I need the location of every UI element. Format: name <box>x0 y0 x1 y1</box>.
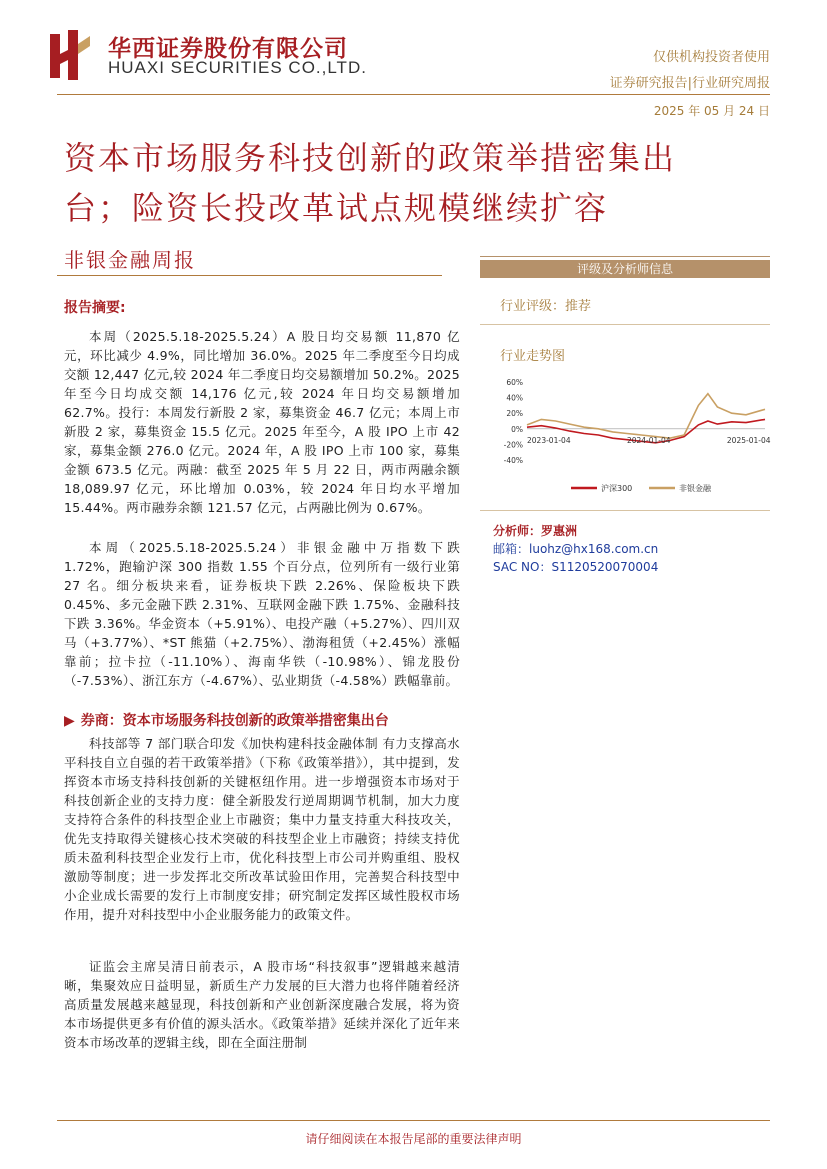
abstract-paragraph-performance: 本周（2025.5.18-2025.5.24）非银金融中万指数下跌 1.72%，跑输沪深 300 指数 1.55 个百分点，位列所有一级行业第 27 名。细分板块来看，证券板块下跌 2.26%、保险板块下跌 0.45%、多元金融下跌 2.31%、互联网金融下跌 1.75%、金融科技下跌 3.36%。华金资本（+5.91%）、电投产融（+5.27%）、四川双马（+3.77%）、*ST 熊猫（+2.75%）、渤海租赁（+2.45%）涨幅靠前；拉卡拉（-11.10%）、海南华铁（-10.98%）、锦龙股份（-7.53%）、浙江东方（-4.67%）、弘业期货（-4.58%）跌幅靠前。 <box>64 540 460 688</box>
section-title: 非银金融周报 <box>64 248 196 272</box>
info-top-line <box>480 256 770 257</box>
y-tick-label: 0% <box>511 424 523 434</box>
analyst-name: 分析师：罗惠洲 <box>493 524 578 538</box>
header-divider <box>57 94 770 95</box>
footer-divider <box>57 1120 770 1121</box>
triangle-bullet-icon: ▶ <box>64 713 75 729</box>
abstract-label: 报告摘要: <box>64 300 126 316</box>
y-tick-label: -20% <box>503 440 523 450</box>
company-name-cn: 华西证券股份有限公司 <box>108 35 348 62</box>
y-tick-label: 40% <box>506 393 523 403</box>
analyst-email[interactable]: 邮箱：luohz@hx168.com.cn <box>493 542 659 556</box>
rating-divider <box>480 324 770 325</box>
abstract-paragraph-market: 本周（2025.5.18-2025.5.24）A 股日均交易额 11,870 亿元，环比减少 4.9%，同比增加 36.0%。2025 年二季度至今日均成交额 12,447 亿元,较 2024 年二季度日均交易额增加 50.2%。2025 年至今日均成交额 14,176 亿元,较 2024 年日均交易额增加 62.7%。投行：本周发行新股 2 家，募集资金 46.7 亿元；本周上市新股 2 家，募集资金 15.5 亿元。2025 年至今，A 股 IPO 上市 42 家，募集金额 276.0 亿元。2024 年，A 股 IPO 上市 100 家，募集金额 673.5 亿元。两融：截至 2025 年 5 月 22 日，两市两融余额 18,089.97 亿元，环比增加 0.03%，较 2024 年日均水平增加 15.44%。两市融券余额 121.57 亿元，占两融比例为 0.67%。 <box>64 329 461 515</box>
y-tick-label: 20% <box>506 409 523 419</box>
section-divider <box>57 275 442 276</box>
rating-info-bar: 评级及分析师信息 <box>480 260 770 278</box>
abstract-paragraph-csrc: 证监会主席吴清日前表示，A 股市场“科技叙事”逻辑越来越清晰，集聚效应日益明显，新质生产力发展的巨大潜力也将伴随着经济高质量发展越来越显现，科技创新和产业创新深度融合发展，将为资本市场提供更多有价值的源头活水。《政策举措》延续并深化了近年来资本市场改革的逻辑主线，即在全面注册制 <box>64 959 460 1050</box>
x-tick-label: 2024-01-04 <box>626 435 671 445</box>
industry-rating: 行业评级：推荐 <box>500 299 592 314</box>
x-tick-label: 2023-01-04 <box>527 435 571 445</box>
legend-label: 沪深300 <box>601 484 633 493</box>
company-name-en: HUAXI SECURITIES CO.,LTD. <box>108 58 367 77</box>
abstract-paragraph-policy: 科技部等 7 部门联合印发《加快构建科技金融体制 有力支撑高水平科技自立自强的若干政策举措》（下称《政策举措》），其中提到，发挥资本市场支持科技创新的关键枢纽作用。进一步增强资本市场对于科技创新企业的支持力度：健全新股发行逆周期调节机制，加大力度支持符合条件的科技型企业上市融资；集中力量支持重大科技攻关，优先支持取得关键核心技术突破的科技型企业上市融资；持续支持优质未盈利科技型企业发行上市，优化科技型上市公司并购重组、股权激励等制度；进一步发挥北交所改革试验田作用，完善契合科技型中小企业成长需要的发行上市制度安排；研究制定发挥区域性股权市场作用，提升对科技型中小企业服务能力的政策文件。 <box>64 736 460 922</box>
broker-subheading <box>64 710 389 730</box>
trend-chart-label: 行业走势图 <box>500 349 566 364</box>
industry-trend-chart <box>493 372 773 500</box>
y-tick-label: 60% <box>506 378 523 387</box>
x-tick-label: 2025-01-04 <box>726 435 771 445</box>
legal-notice: 请仔细阅读在本报告尾部的重要法律声明 <box>305 1132 522 1146</box>
report-date: 2025 年 05 月 24 日 <box>653 104 770 118</box>
report-type: 证券研究报告|行业研究周报 <box>609 76 770 91</box>
huaxi-logo-icon <box>50 30 96 80</box>
legend-label: 非银金融 <box>679 484 711 493</box>
analyst-divider <box>480 510 770 511</box>
analyst-sac-no: SAC NO：S1120520070004 <box>493 560 659 574</box>
broker-subheading-text: 券商：资本市场服务科技创新的政策举措密集出台 <box>80 713 389 729</box>
y-tick-label: -40% <box>503 456 523 465</box>
report-title-line2: 台；险资长投改革试点规模继续扩容 <box>64 189 609 227</box>
series-line-2 <box>527 394 765 439</box>
audience-note: 仅供机构投资者使用 <box>652 50 770 65</box>
report-title-line1: 资本市场服务科技创新的政策举措密集出 <box>64 139 677 177</box>
